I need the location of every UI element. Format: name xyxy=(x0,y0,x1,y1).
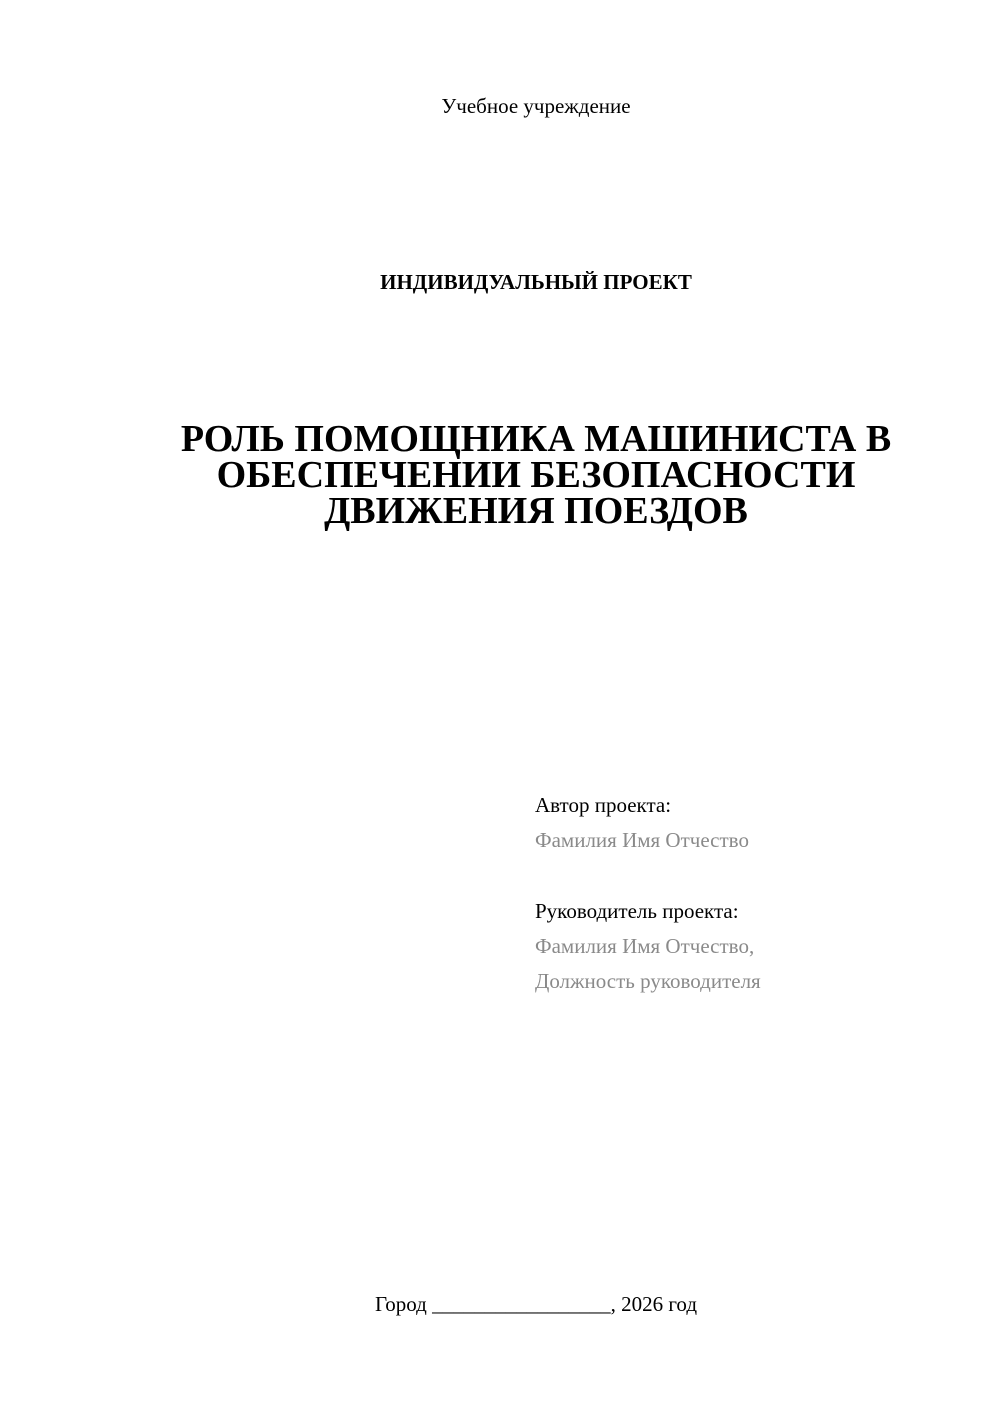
supervisor-position-placeholder: Должность руководителя xyxy=(535,969,761,993)
supervisor-name-placeholder: Фамилия Имя Отчество, xyxy=(535,934,755,958)
project-title xyxy=(150,418,922,532)
author-label: Автор проекта: xyxy=(535,793,672,817)
author-name-placeholder: Фамилия Имя Отчество xyxy=(535,828,749,852)
project-title-line: ДВИЖЕНИЯ ПОЕЗДОВ xyxy=(324,490,748,532)
supervisor-label: Руководитель проекта: xyxy=(535,899,739,923)
document-type: ИНДИВИДУАЛЬНЫЙ ПРОЕКТ xyxy=(380,270,692,294)
institution-name: Учебное учреждение xyxy=(441,94,631,118)
city-year-line: Город _________________, 2026 год xyxy=(374,1292,698,1316)
credits-spacer xyxy=(535,858,975,894)
project-title-line: ОБЕСПЕЧЕНИИ БЕЗОПАСНОСТИ xyxy=(216,454,856,496)
credits-block xyxy=(535,788,975,999)
project-title-line: РОЛЬ ПОМОЩНИКА МАШИНИСТА В xyxy=(180,418,892,460)
